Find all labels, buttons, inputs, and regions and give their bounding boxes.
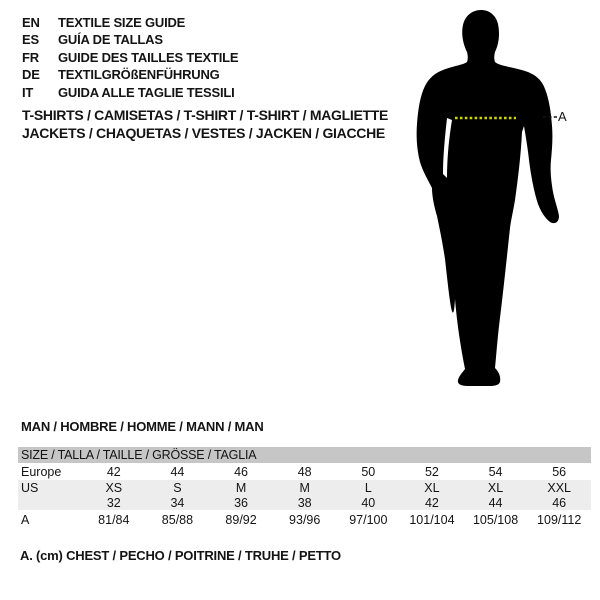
cell: M [299, 480, 310, 495]
language-code: IT [22, 84, 34, 100]
cell: 46 [234, 464, 249, 479]
cell: 109/112 [537, 512, 582, 527]
cell: 44 [488, 495, 503, 510]
category-line-jackets: JACKETS / CHAQUETAS / VESTES / JACKEN / GIACCHE [22, 124, 385, 141]
language-label: TEXTILE SIZE GUIDE [58, 15, 186, 30]
cell: 38 [297, 495, 312, 510]
cell: M [235, 480, 247, 495]
row-label: US [21, 480, 39, 495]
cell: L [364, 480, 372, 495]
cell: 54 [488, 464, 503, 479]
cell: XL [487, 480, 504, 495]
cell: 93/96 [289, 512, 321, 527]
cell: 32 [106, 495, 121, 510]
cell: 46 [552, 495, 567, 510]
cell: 44 [170, 464, 185, 479]
cell: S [173, 480, 182, 495]
cell: XL [424, 480, 440, 495]
table-row-chest-cm [18, 510, 591, 529]
cell: XXL [547, 480, 571, 495]
measure-label-a: A [558, 109, 567, 124]
cell: 42 [106, 464, 121, 479]
cell: 105/108 [472, 512, 519, 527]
language-code: DE [22, 67, 40, 83]
language-row [22, 49, 238, 66]
cell: 89/92 [225, 512, 257, 527]
language-row [22, 66, 238, 83]
cell: 34 [170, 495, 185, 510]
measure-footnote: A. (cm) CHEST / PECHO / POITRINE / TRUHE / PETTO [20, 548, 341, 563]
man-silhouette-figure [395, 4, 575, 390]
man-silhouette-svg [395, 4, 575, 390]
cell: XS [105, 480, 123, 495]
cell: 101/104 [409, 512, 455, 527]
row-label: A [21, 512, 30, 527]
language-code: FR [22, 49, 39, 65]
cell: 50 [361, 464, 376, 479]
man-silhouette-body [417, 10, 559, 386]
language-row [22, 84, 238, 101]
language-code: EN [22, 15, 40, 30]
cell: 81/84 [98, 512, 130, 527]
table-row-us-letters [18, 480, 591, 495]
cell: 36 [234, 495, 249, 510]
language-label: GUÍA DE TALLAS [58, 32, 163, 48]
row-label: Europe [21, 464, 62, 479]
category-heading [22, 107, 388, 142]
cell: 85/88 [161, 512, 194, 527]
language-label: GUIDA ALLE TAGLIE TESSILI [58, 84, 235, 100]
cell: 40 [361, 495, 376, 510]
language-row [22, 14, 238, 31]
language-code: ES [22, 32, 39, 48]
section-title-man: MAN / HOMBRE / HOMME / MANN / MAN [21, 419, 264, 434]
language-list [22, 14, 238, 101]
size-table-grid [18, 463, 591, 529]
row-label [18, 495, 82, 510]
size-table-header: SIZE / TALLA / TAILLE / GRÖSSE / TAGLIA [18, 447, 591, 463]
language-label: GUIDE DES TAILLES TEXTILE [58, 49, 239, 65]
language-label: TEXTILGRÖßENFÜHRUNG [58, 67, 220, 83]
cell: 52 [424, 464, 439, 479]
language-row [22, 31, 238, 48]
cell: 56 [552, 464, 567, 479]
cell: 42 [424, 495, 439, 510]
category-line-tshirts: T-SHIRTS / CAMISETAS / T-SHIRT / T-SHIRT / MAGLIETTE [22, 107, 389, 123]
table-row-us-numbers [18, 495, 591, 510]
cell: 48 [297, 464, 312, 479]
cell: 97/100 [349, 512, 388, 527]
table-row-europe [18, 463, 591, 480]
size-table [18, 447, 591, 529]
